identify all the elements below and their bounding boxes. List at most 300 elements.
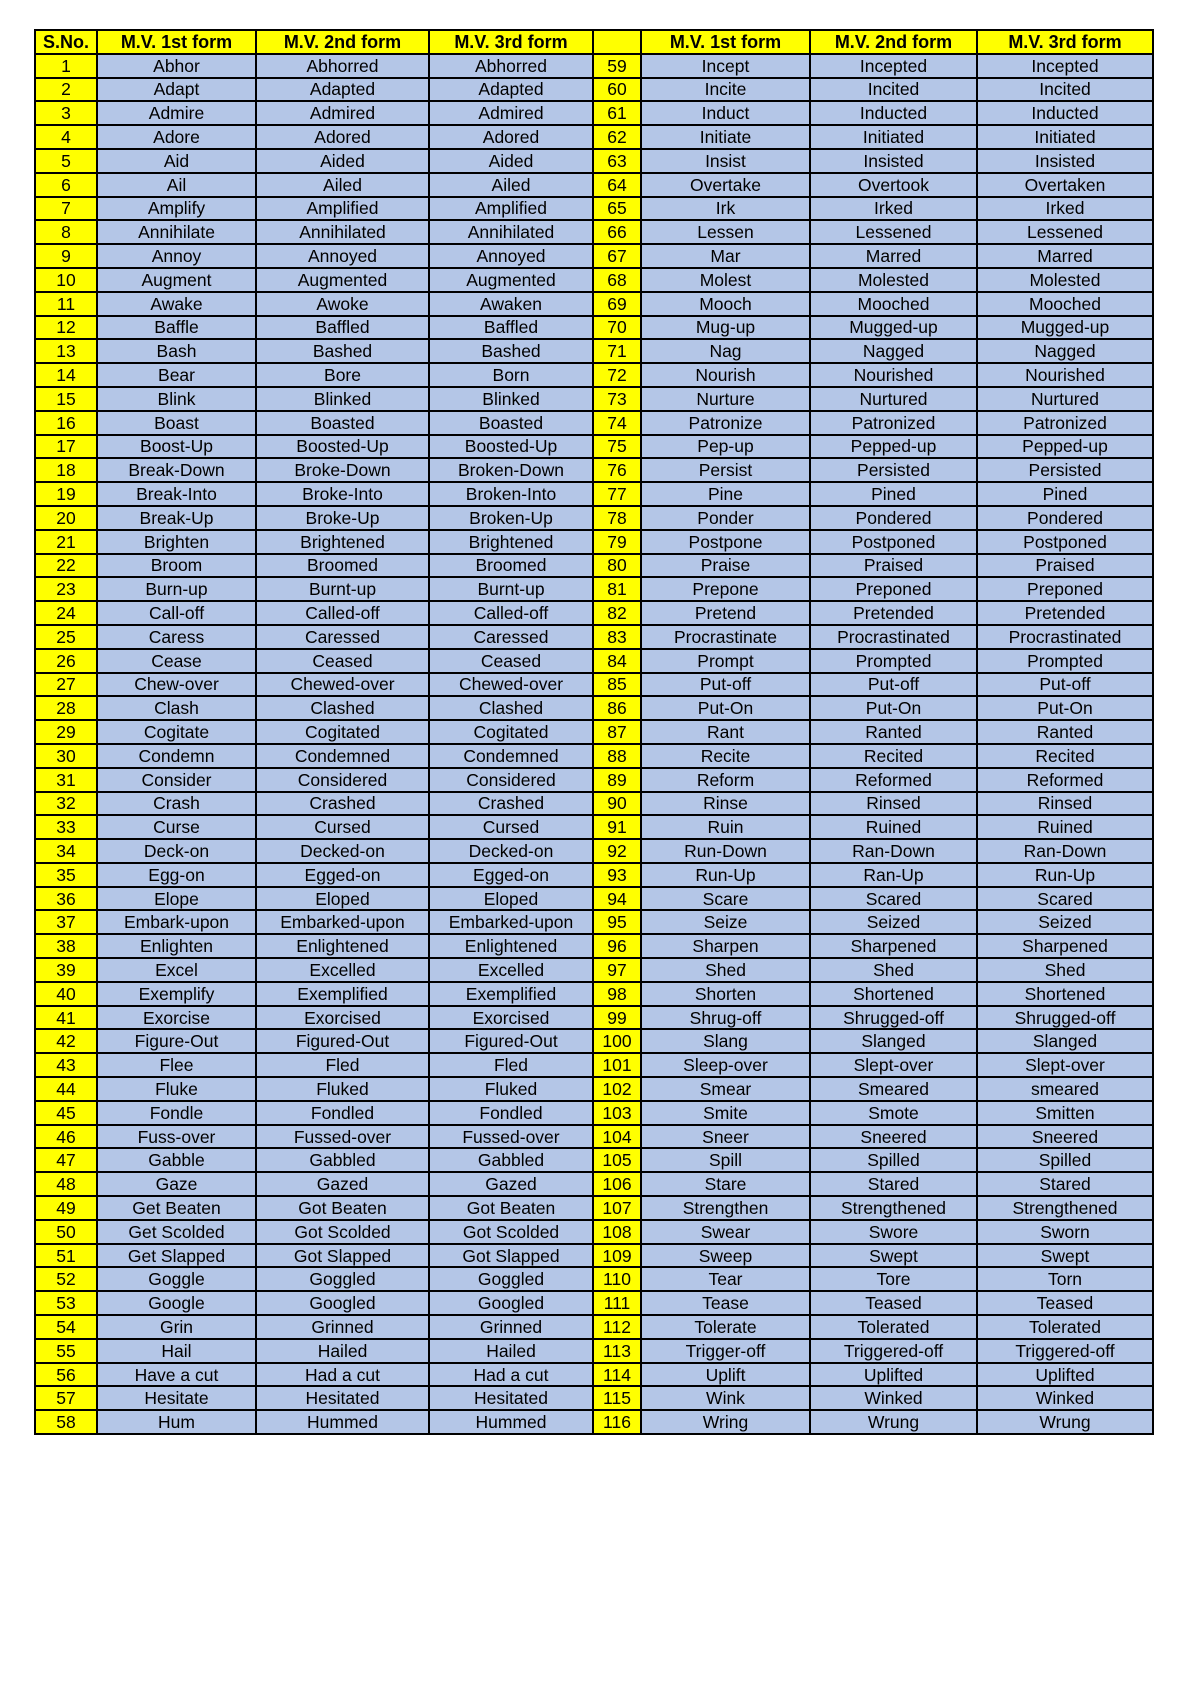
table-row [35, 1006, 1153, 1030]
first-form-cell: Sneer [641, 1125, 810, 1149]
first-form-cell: Reform [641, 768, 810, 792]
third-form-cell: Annihilated [429, 220, 593, 244]
first-form-cell: Adore [97, 125, 256, 149]
serial-number-cell: 12 [35, 316, 97, 340]
first-form-cell: Prepone [641, 577, 810, 601]
second-form-cell: Overtook [810, 173, 977, 197]
second-form-cell: Broke-Up [256, 506, 429, 530]
first-form-cell: Call-off [97, 601, 256, 625]
second-form-cell: Spilled [810, 1148, 977, 1172]
header-second-form-left: M.V. 2nd form [256, 30, 429, 54]
second-form-cell: Broke-Down [256, 458, 429, 482]
third-form-cell: Abhorred [429, 54, 593, 78]
serial-number-cell: 38 [35, 934, 97, 958]
second-form-cell: Boosted-Up [256, 435, 429, 459]
second-form-cell: Sneered [810, 1125, 977, 1149]
serial-number-cell: 90 [593, 792, 641, 816]
header-second-form-right: M.V. 2nd form [810, 30, 977, 54]
second-form-cell: Awoke [256, 292, 429, 316]
third-form-cell: Brightened [429, 530, 593, 554]
third-form-cell: Pondered [977, 506, 1153, 530]
table-row [35, 530, 1153, 554]
serial-number-cell: 3 [35, 101, 97, 125]
second-form-cell: Nurtured [810, 387, 977, 411]
second-form-cell: Fluked [256, 1077, 429, 1101]
serial-number-cell: 82 [593, 601, 641, 625]
second-form-cell: Cursed [256, 815, 429, 839]
table-row [35, 173, 1153, 197]
first-form-cell: Recite [641, 744, 810, 768]
serial-number-cell: 35 [35, 863, 97, 887]
third-form-cell: Bashed [429, 339, 593, 363]
second-form-cell: Reformed [810, 768, 977, 792]
third-form-cell: Shrugged-off [977, 1006, 1153, 1030]
first-form-cell: Pep-up [641, 435, 810, 459]
serial-number-cell: 107 [593, 1196, 641, 1220]
serial-number-cell: 111 [593, 1291, 641, 1315]
serial-number-cell: 76 [593, 458, 641, 482]
third-form-cell: Fluked [429, 1077, 593, 1101]
first-form-cell: Figure-Out [97, 1029, 256, 1053]
serial-number-cell: 64 [593, 173, 641, 197]
second-form-cell: Adapted [256, 78, 429, 102]
third-form-cell: Broomed [429, 554, 593, 578]
first-form-cell: Incite [641, 78, 810, 102]
first-form-cell: Shed [641, 958, 810, 982]
first-form-cell: Exorcise [97, 1006, 256, 1030]
serial-number-cell: 7 [35, 197, 97, 221]
first-form-cell: Egg-on [97, 863, 256, 887]
table-row [35, 1267, 1153, 1291]
third-form-cell: Prompted [977, 649, 1153, 673]
third-form-cell: Augmented [429, 268, 593, 292]
first-form-cell: Molest [641, 268, 810, 292]
second-form-cell: Initiated [810, 125, 977, 149]
second-form-cell: Swore [810, 1220, 977, 1244]
serial-number-cell: 94 [593, 887, 641, 911]
table-row [35, 292, 1153, 316]
serial-number-cell: 4 [35, 125, 97, 149]
serial-number-cell: 101 [593, 1053, 641, 1077]
second-form-cell: Tore [810, 1267, 977, 1291]
table-row [35, 1148, 1153, 1172]
table-row [35, 1339, 1153, 1363]
serial-number-cell: 9 [35, 244, 97, 268]
serial-number-cell: 33 [35, 815, 97, 839]
second-form-cell: Brightened [256, 530, 429, 554]
serial-number-cell: 2 [35, 78, 97, 102]
serial-number-cell: 46 [35, 1125, 97, 1149]
second-form-cell: Got Beaten [256, 1196, 429, 1220]
first-form-cell: Curse [97, 815, 256, 839]
serial-number-cell: 16 [35, 411, 97, 435]
serial-number-cell: 14 [35, 363, 97, 387]
third-form-cell: Inducted [977, 101, 1153, 125]
first-form-cell: Initiate [641, 125, 810, 149]
serial-number-cell: 59 [593, 54, 641, 78]
table-row [35, 982, 1153, 1006]
first-form-cell: Enlighten [97, 934, 256, 958]
second-form-cell: Pretended [810, 601, 977, 625]
second-form-cell: Insisted [810, 149, 977, 173]
table-row [35, 1220, 1153, 1244]
second-form-cell: Bore [256, 363, 429, 387]
third-form-cell: Put-off [977, 673, 1153, 697]
table-row [35, 316, 1153, 340]
serial-number-cell: 60 [593, 78, 641, 102]
serial-number-cell: 81 [593, 577, 641, 601]
first-form-cell: Amplify [97, 197, 256, 221]
table-row [35, 125, 1153, 149]
serial-number-cell: 28 [35, 696, 97, 720]
serial-number-cell: 57 [35, 1386, 97, 1410]
table-row [35, 744, 1153, 768]
serial-number-cell: 42 [35, 1029, 97, 1053]
third-form-cell: Eloped [429, 887, 593, 911]
first-form-cell: Fondle [97, 1101, 256, 1125]
first-form-cell: Rant [641, 720, 810, 744]
third-form-cell: Sneered [977, 1125, 1153, 1149]
third-form-cell: Excelled [429, 958, 593, 982]
first-form-cell: Ruin [641, 815, 810, 839]
first-form-cell: Brighten [97, 530, 256, 554]
third-form-cell: Googled [429, 1291, 593, 1315]
third-form-cell: Recited [977, 744, 1153, 768]
first-form-cell: Persist [641, 458, 810, 482]
serial-number-cell: 105 [593, 1148, 641, 1172]
serial-number-cell: 93 [593, 863, 641, 887]
first-form-cell: Cogitate [97, 720, 256, 744]
second-form-cell: Postponed [810, 530, 977, 554]
second-form-cell: Wrung [810, 1410, 977, 1434]
first-form-cell: Run-Up [641, 863, 810, 887]
serial-number-cell: 52 [35, 1267, 97, 1291]
third-form-cell: Goggled [429, 1267, 593, 1291]
first-form-cell: Flee [97, 1053, 256, 1077]
serial-number-cell: 83 [593, 625, 641, 649]
second-form-cell: Cogitated [256, 720, 429, 744]
serial-number-cell: 44 [35, 1077, 97, 1101]
table-row [35, 1053, 1153, 1077]
first-form-cell: Nourish [641, 363, 810, 387]
third-form-cell: Initiated [977, 125, 1153, 149]
first-form-cell: Gaze [97, 1172, 256, 1196]
first-form-cell: Chew-over [97, 673, 256, 697]
second-form-cell: Grinned [256, 1315, 429, 1339]
second-form-cell: Irked [810, 197, 977, 221]
table-row [35, 435, 1153, 459]
serial-number-cell: 84 [593, 649, 641, 673]
first-form-cell: Incept [641, 54, 810, 78]
serial-number-cell: 78 [593, 506, 641, 530]
second-form-cell: Goggled [256, 1267, 429, 1291]
third-form-cell: Hummed [429, 1410, 593, 1434]
second-form-cell: Mugged-up [810, 316, 977, 340]
table-row [35, 792, 1153, 816]
table-row [35, 768, 1153, 792]
second-form-cell: Decked-on [256, 839, 429, 863]
third-form-cell: Boosted-Up [429, 435, 593, 459]
third-form-cell: Ceased [429, 649, 593, 673]
table-row [35, 268, 1153, 292]
third-form-cell: Nurtured [977, 387, 1153, 411]
third-form-cell: Exorcised [429, 1006, 593, 1030]
second-form-cell: Triggered-off [810, 1339, 977, 1363]
first-form-cell: Praise [641, 554, 810, 578]
table-row [35, 220, 1153, 244]
first-form-cell: Aid [97, 149, 256, 173]
serial-number-cell: 92 [593, 839, 641, 863]
third-form-cell: Sharpened [977, 934, 1153, 958]
first-form-cell: Bash [97, 339, 256, 363]
second-form-cell: Nagged [810, 339, 977, 363]
third-form-cell: Ruined [977, 815, 1153, 839]
second-form-cell: Rinsed [810, 792, 977, 816]
table-body [35, 54, 1153, 1434]
second-form-cell: Hummed [256, 1410, 429, 1434]
first-form-cell: Get Beaten [97, 1196, 256, 1220]
second-form-cell: Patronized [810, 411, 977, 435]
third-form-cell: Fled [429, 1053, 593, 1077]
second-form-cell: Clashed [256, 696, 429, 720]
third-form-cell: Chewed-over [429, 673, 593, 697]
verb-forms-table [34, 29, 1154, 1435]
third-form-cell: Clashed [429, 696, 593, 720]
third-form-cell: Amplified [429, 197, 593, 221]
serial-number-cell: 74 [593, 411, 641, 435]
third-form-cell: Adapted [429, 78, 593, 102]
serial-number-cell: 104 [593, 1125, 641, 1149]
third-form-cell: Winked [977, 1386, 1153, 1410]
serial-number-cell: 11 [35, 292, 97, 316]
third-form-cell: Born [429, 363, 593, 387]
serial-number-cell: 24 [35, 601, 97, 625]
second-form-cell: Burnt-up [256, 577, 429, 601]
serial-number-cell: 88 [593, 744, 641, 768]
second-form-cell: Boasted [256, 411, 429, 435]
third-form-cell: Tolerated [977, 1315, 1153, 1339]
serial-number-cell: 6 [35, 173, 97, 197]
first-form-cell: Cease [97, 649, 256, 673]
third-form-cell: Ran-Down [977, 839, 1153, 863]
serial-number-cell: 50 [35, 1220, 97, 1244]
third-form-cell: Molested [977, 268, 1153, 292]
second-form-cell: Amplified [256, 197, 429, 221]
third-form-cell: Cursed [429, 815, 593, 839]
first-form-cell: Admire [97, 101, 256, 125]
table-row [35, 577, 1153, 601]
serial-number-cell: 80 [593, 554, 641, 578]
third-form-cell: Exemplified [429, 982, 593, 1006]
second-form-cell: Adored [256, 125, 429, 149]
second-form-cell: Praised [810, 554, 977, 578]
table-row [35, 720, 1153, 744]
first-form-cell: Annoy [97, 244, 256, 268]
serial-number-cell: 13 [35, 339, 97, 363]
second-form-cell: Figured-Out [256, 1029, 429, 1053]
first-form-cell: Nurture [641, 387, 810, 411]
serial-number-cell: 102 [593, 1077, 641, 1101]
serial-number-cell: 114 [593, 1363, 641, 1387]
third-form-cell: Burnt-up [429, 577, 593, 601]
serial-number-cell: 43 [35, 1053, 97, 1077]
serial-number-cell: 47 [35, 1148, 97, 1172]
serial-number-cell: 97 [593, 958, 641, 982]
header-row [35, 30, 1153, 54]
table-row [35, 387, 1153, 411]
third-form-cell: Got Slapped [429, 1244, 593, 1268]
first-form-cell: Run-Down [641, 839, 810, 863]
first-form-cell: Mooch [641, 292, 810, 316]
second-form-cell: Strengthened [810, 1196, 977, 1220]
second-form-cell: Blinked [256, 387, 429, 411]
first-form-cell: Break-Into [97, 482, 256, 506]
serial-number-cell: 116 [593, 1410, 641, 1434]
serial-number-cell: 22 [35, 554, 97, 578]
third-form-cell: Incited [977, 78, 1153, 102]
table-row [35, 149, 1153, 173]
serial-number-cell: 96 [593, 934, 641, 958]
third-form-cell: Blinked [429, 387, 593, 411]
first-form-cell: Fuss-over [97, 1125, 256, 1149]
third-form-cell: Stared [977, 1172, 1153, 1196]
third-form-cell: Uplifted [977, 1363, 1153, 1387]
first-form-cell: Blink [97, 387, 256, 411]
second-form-cell: Admired [256, 101, 429, 125]
second-form-cell: Pepped-up [810, 435, 977, 459]
second-form-cell: Gazed [256, 1172, 429, 1196]
first-form-cell: Procrastinate [641, 625, 810, 649]
second-form-cell: Abhorred [256, 54, 429, 78]
serial-number-cell: 109 [593, 1244, 641, 1268]
serial-number-cell: 99 [593, 1006, 641, 1030]
third-form-cell: Sworn [977, 1220, 1153, 1244]
second-form-cell: Ailed [256, 173, 429, 197]
serial-number-cell: 103 [593, 1101, 641, 1125]
table-row [35, 673, 1153, 697]
second-form-cell: Procrastinated [810, 625, 977, 649]
second-form-cell: Embarked-upon [256, 910, 429, 934]
serial-number-cell: 115 [593, 1386, 641, 1410]
third-form-cell: Pined [977, 482, 1153, 506]
table-row [35, 1363, 1153, 1387]
second-form-cell: Winked [810, 1386, 977, 1410]
second-form-cell: Bashed [256, 339, 429, 363]
third-form-cell: Aided [429, 149, 593, 173]
third-form-cell: Annoyed [429, 244, 593, 268]
third-form-cell: Praised [977, 554, 1153, 578]
serial-number-cell: 58 [35, 1410, 97, 1434]
first-form-cell: Broom [97, 554, 256, 578]
table-row [35, 1125, 1153, 1149]
first-form-cell: Pine [641, 482, 810, 506]
serial-number-cell: 112 [593, 1315, 641, 1339]
serial-number-cell: 54 [35, 1315, 97, 1339]
serial-number-cell: 1 [35, 54, 97, 78]
second-form-cell: Shed [810, 958, 977, 982]
second-form-cell: Ruined [810, 815, 977, 839]
serial-number-cell: 39 [35, 958, 97, 982]
third-form-cell: Broken-Down [429, 458, 593, 482]
header-first-form-left: M.V. 1st form [97, 30, 256, 54]
third-form-cell: Fondled [429, 1101, 593, 1125]
third-form-cell: Mugged-up [977, 316, 1153, 340]
serial-number-cell: 51 [35, 1244, 97, 1268]
second-form-cell: Crashed [256, 792, 429, 816]
second-form-cell: Tolerated [810, 1315, 977, 1339]
third-form-cell: Nagged [977, 339, 1153, 363]
serial-number-cell: 26 [35, 649, 97, 673]
third-form-cell: Postponed [977, 530, 1153, 554]
first-form-cell: Seize [641, 910, 810, 934]
first-form-cell: Hail [97, 1339, 256, 1363]
third-form-cell: Triggered-off [977, 1339, 1153, 1363]
third-form-cell: Smitten [977, 1101, 1153, 1125]
third-form-cell: Scared [977, 887, 1153, 911]
first-form-cell: Slang [641, 1029, 810, 1053]
serial-number-cell: 100 [593, 1029, 641, 1053]
table-row [35, 1386, 1153, 1410]
second-form-cell: Uplifted [810, 1363, 977, 1387]
table-row [35, 1410, 1153, 1434]
table-row [35, 1291, 1153, 1315]
third-form-cell: Spilled [977, 1148, 1153, 1172]
first-form-cell: Crash [97, 792, 256, 816]
first-form-cell: Elope [97, 887, 256, 911]
serial-number-cell: 56 [35, 1363, 97, 1387]
first-form-cell: Sleep-over [641, 1053, 810, 1077]
first-form-cell: Caress [97, 625, 256, 649]
second-form-cell: Condemned [256, 744, 429, 768]
header-serial-number: S.No. [35, 30, 97, 54]
third-form-cell: smeared [977, 1077, 1153, 1101]
third-form-cell: Egged-on [429, 863, 593, 887]
first-form-cell: Break-Down [97, 458, 256, 482]
third-form-cell: Got Scolded [429, 1220, 593, 1244]
first-form-cell: Scare [641, 887, 810, 911]
serial-number-cell: 27 [35, 673, 97, 697]
third-form-cell: Preponed [977, 577, 1153, 601]
first-form-cell: Abhor [97, 54, 256, 78]
first-form-cell: Mug-up [641, 316, 810, 340]
first-form-cell: Excel [97, 958, 256, 982]
third-form-cell: Nourished [977, 363, 1153, 387]
second-form-cell: Got Scolded [256, 1220, 429, 1244]
third-form-cell: Crashed [429, 792, 593, 816]
third-form-cell: Reformed [977, 768, 1153, 792]
second-form-cell: Hailed [256, 1339, 429, 1363]
third-form-cell: Considered [429, 768, 593, 792]
serial-number-cell: 72 [593, 363, 641, 387]
first-form-cell: Prompt [641, 649, 810, 673]
first-form-cell: Smear [641, 1077, 810, 1101]
third-form-cell: Baffled [429, 316, 593, 340]
first-form-cell: Deck-on [97, 839, 256, 863]
first-form-cell: Awake [97, 292, 256, 316]
first-form-cell: Fluke [97, 1077, 256, 1101]
serial-number-cell: 69 [593, 292, 641, 316]
first-form-cell: Shorten [641, 982, 810, 1006]
second-form-cell: Shrugged-off [810, 1006, 977, 1030]
first-form-cell: Ponder [641, 506, 810, 530]
serial-number-cell: 63 [593, 149, 641, 173]
first-form-cell: Tease [641, 1291, 810, 1315]
first-form-cell: Google [97, 1291, 256, 1315]
second-form-cell: Seized [810, 910, 977, 934]
table-row [35, 863, 1153, 887]
third-form-cell: Incepted [977, 54, 1153, 78]
table-row [35, 554, 1153, 578]
